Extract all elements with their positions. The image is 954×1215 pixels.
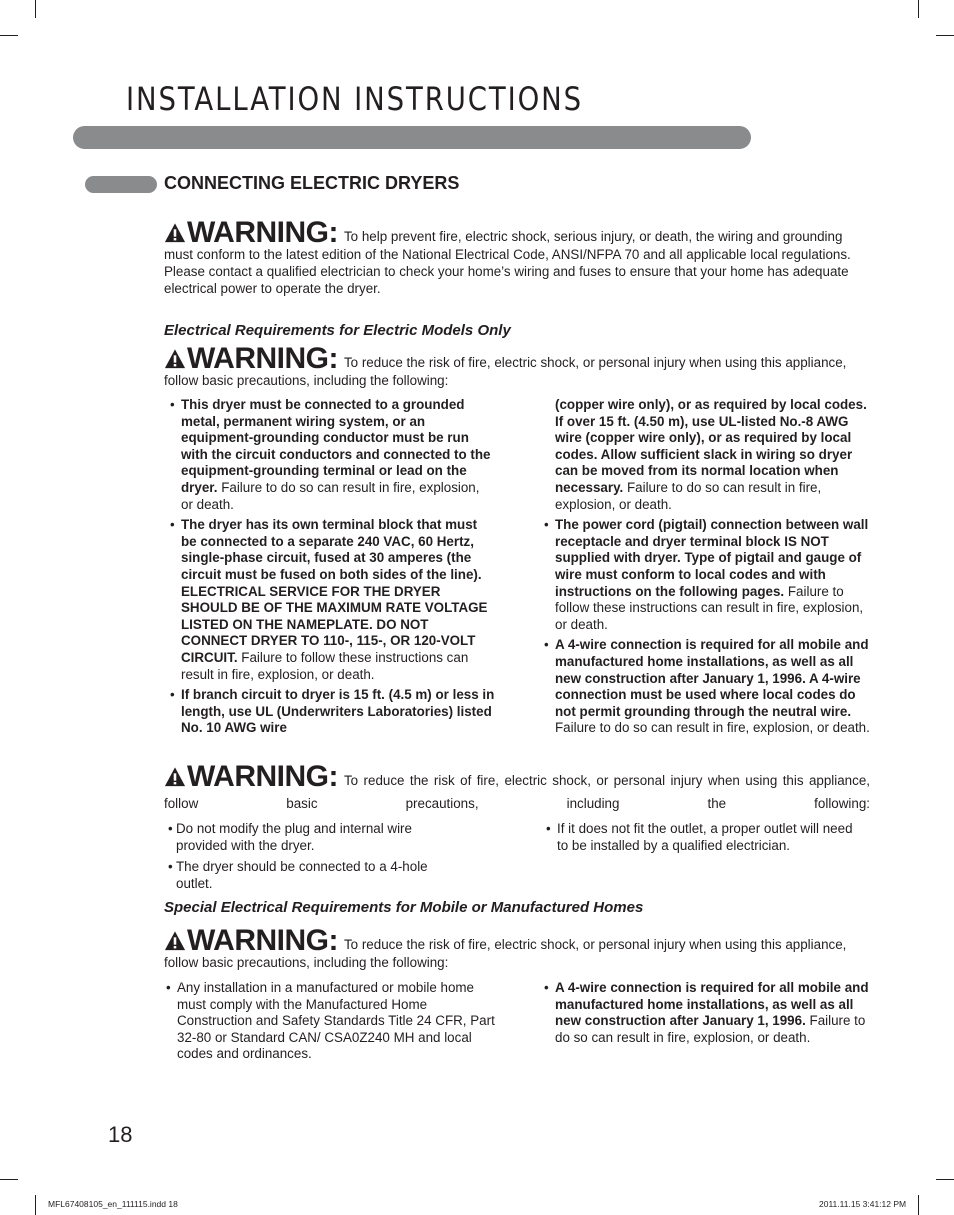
- list-item: • Any installation in a manufactured or mobile home must comply with the Manufactured Home Construction and Safety Standards Title 24 CFR, Part 32-80 or Standard CAN/ CSA0Z240 MH and local codes and ordinances.: [161, 980, 496, 1063]
- subheading-mobile: Special Electrical Requirements for Mobile or Manufactured Homes: [164, 899, 644, 916]
- warning-triangle-icon: [164, 222, 186, 244]
- crop-mark: [0, 35, 18, 36]
- list-item: • A 4-wire connection is required for all mobile and manufactured home installations, as well as all new construction after January 1, 1996. Failure to do so can result in fire, explosion, or death.: [539, 980, 872, 1046]
- list-item: • This dryer must be connected to a grounded metal, permanent wiring system, or an equipment-grounding conductor must be run with the circuit conductors and connected to the equipment-grounding terminal or lead on the dryer. Failure to do so can result in fire, explosion, or death.: [165, 397, 495, 513]
- electrical-list-left: [165, 397, 495, 741]
- warning-text: To reduce the risk of fire, electric shock, or personal injury when using this appliance, follow basic precautions, including the following:: [164, 937, 847, 970]
- crop-mark: [918, 0, 919, 18]
- list-item: • A 4-wire connection is required for all mobile and manufactured home installations, as well as all new construction after January 1, 1996. A 4-wire connection must be used where local codes do not permit grounding through the neutral wire. Failure to do so can result in fire, explosion, or death.: [539, 637, 870, 737]
- title-bar: [73, 126, 751, 149]
- crop-mark: [936, 35, 954, 36]
- list-item: • If it does not fit the outlet, a proper outlet will need to be installed by a qualified electrician.: [541, 821, 861, 854]
- crop-mark: [918, 1195, 919, 1215]
- page-number: 18: [108, 1122, 133, 1147]
- footer-file-info: MFL67408105_en_111115.indd 18: [48, 1199, 178, 1209]
- warning-mobile: [164, 924, 870, 971]
- crop-mark: [35, 1195, 36, 1215]
- page-title: INSTALLATION INSTRUCTIONS: [126, 80, 583, 118]
- footer-timestamp: 2011.11.15 3:41:12 PM: [819, 1199, 907, 1209]
- plug-list-right: [541, 821, 861, 858]
- warning-label: WARNING:: [164, 346, 338, 372]
- warning-text: To reduce the risk of fire, electric shock, or personal injury when using this appliance, follow basic precautions, including the following:: [164, 355, 847, 388]
- warning-label: WARNING:: [164, 220, 338, 246]
- mobile-list-left: [161, 980, 496, 1067]
- list-item: • The dryer should be connected to a 4-hole outlet.: [165, 859, 465, 892]
- section-heading: CONNECTING ELECTRIC DRYERS: [164, 173, 460, 193]
- mobile-list-right: [539, 980, 872, 1050]
- crop-mark: [936, 1179, 954, 1180]
- warning-plug: [164, 760, 870, 815]
- warning-triangle-icon: [164, 348, 186, 370]
- subheading-electrical: Electrical Requirements for Electric Models Only: [164, 322, 511, 339]
- list-item: • The power cord (pigtail) connection between wall receptacle and dryer terminal block IS NOT supplied with dryer. Type of pigtail and gauge of wire must conform to local codes and with instructions on the following pages. Failure to follow these instructions can result in fire, explosion, or death.: [539, 517, 870, 633]
- warning-electrical: [164, 342, 870, 389]
- list-item: • Do not modify the plug and internal wire provided with the dryer.: [165, 821, 465, 854]
- warning-general: [164, 216, 870, 297]
- list-item: (copper wire only), or as required by local codes. If over 15 ft. (4.50 m), use UL-listed No.-8 AWG wire (copper wire only), or as required by local codes. Allow sufficient slack in wiring so dryer can be moved from its normal location when necessary. Failure to do so can result in fire, explosion, or death.: [555, 397, 867, 512]
- section-marker: [85, 176, 157, 193]
- list-item: • If branch circuit to dryer is 15 ft. (4.5 m) or less in length, use UL (Underwriters Laboratories) listed No. 10 AWG wire: [165, 687, 495, 737]
- warning-triangle-icon: [164, 766, 186, 788]
- electrical-list-right: [539, 397, 870, 741]
- crop-mark: [0, 1179, 18, 1180]
- warning-triangle-icon: [164, 930, 186, 952]
- crop-mark: [35, 0, 36, 18]
- plug-list-left: [165, 821, 465, 896]
- warning-label: WARNING:: [164, 764, 338, 790]
- warning-text: To help prevent fire, electric shock, serious injury, or death, the wiring and grounding must conform to the latest edition of the National Electrical Code, ANSI/NFPA 70 and all applicable local regulations. Please contact a qualified electrician to check your home’s wiring and fuses to ensure that your home has adequate electrical power to operate the dryer.: [164, 229, 851, 296]
- warning-label: WARNING:: [164, 928, 338, 954]
- list-item: • The dryer has its own terminal block that must be connected to a separate 240 VAC, 60 Hertz, single-phase circuit, fused at 30 amperes (the circuit must be fused on both sides of the line). ELECTRICAL SERVICE FOR THE DRYER SHOULD BE OF THE MAXIMUM RATE VOLTAGE LISTED ON THE NAMEPLATE. DO NOT CONNECT DRYER TO 110-, 115-, OR 120-VOLT CIRCUIT. Failure to follow these instructions can result in fire, explosion, or death.: [165, 517, 495, 683]
- warning-text: To reduce the risk of fire, electric shock, or personal injury when using this appliance, follow basic precautions, including the following:: [164, 773, 870, 811]
